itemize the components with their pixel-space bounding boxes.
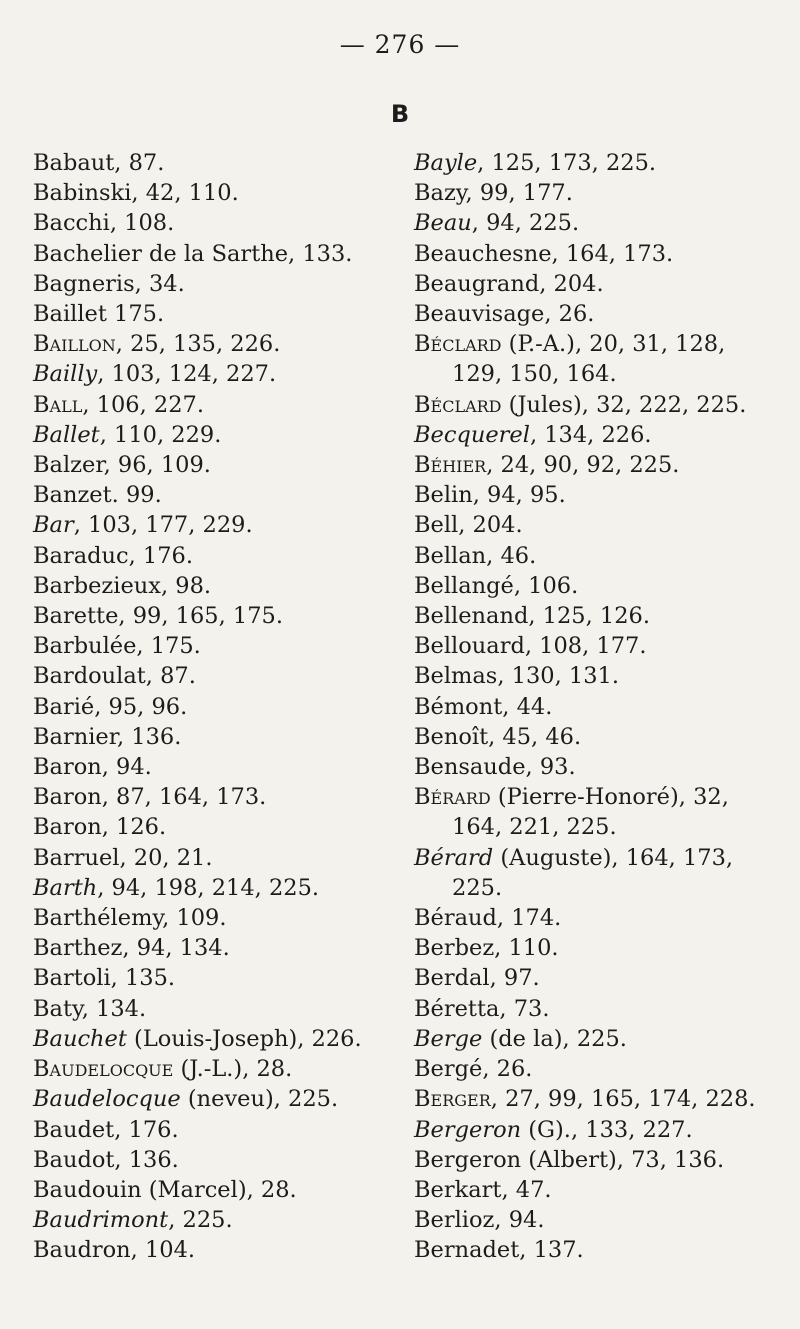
entry-text: Bartoli, 135. <box>33 965 176 992</box>
entry-text: , 106, 227. <box>82 391 204 418</box>
index-entry <box>414 933 784 963</box>
index-entry <box>33 390 393 420</box>
entry-text: Bardoulat, 87. <box>33 663 196 690</box>
index-entry <box>414 269 784 299</box>
index-entry <box>33 963 393 993</box>
index-column-right <box>414 148 784 1266</box>
index-entry <box>33 933 393 963</box>
entry-text: , 24, 90, 92, 225. <box>486 452 680 479</box>
index-entry <box>414 1084 784 1114</box>
index-entry <box>33 329 393 359</box>
entry-text: Bacchi, 108. <box>33 210 175 237</box>
entry-name: Bérard <box>414 844 494 871</box>
index-entry <box>414 420 784 450</box>
entry-text: Babinski, 42, 110. <box>33 180 239 207</box>
index-entry <box>414 1175 784 1205</box>
index-entry <box>33 1205 393 1235</box>
index-entry <box>414 1024 784 1054</box>
entry-text: , 103, 124, 227. <box>97 361 277 388</box>
index-entry <box>414 329 784 359</box>
entry-text: (Louis-Joseph), 226. <box>126 1025 362 1052</box>
entry-text: Babaut, 87. <box>33 150 165 176</box>
entry-text: Bagneris, 34. <box>33 270 185 297</box>
entry-name: Ballet <box>33 421 100 448</box>
entry-name: Ball <box>33 391 83 418</box>
index-entry <box>33 208 393 238</box>
entry-text: Barbulée, 175. <box>33 633 201 660</box>
entry-text: Barbezieux, 98. <box>33 572 212 599</box>
entry-name: Béclard <box>414 331 502 358</box>
index-entry <box>33 148 393 178</box>
index-entry <box>33 541 393 571</box>
entry-text: Belin, 94, 95. <box>414 482 566 509</box>
entry-name: Béhier <box>414 452 487 479</box>
index-entry <box>414 963 784 993</box>
entry-text: 225. <box>452 874 503 901</box>
entry-text: Berkart, 47. <box>414 1176 552 1203</box>
index-entry <box>414 1054 784 1084</box>
entry-text: Béretta, 73. <box>414 995 550 1022</box>
index-entry <box>414 239 784 269</box>
index-entry <box>414 661 784 691</box>
index-entry <box>414 722 784 752</box>
index-entry <box>33 571 393 601</box>
index-entry <box>414 1145 784 1175</box>
entry-name: Bergeron <box>414 1116 522 1143</box>
entry-text: , 27, 99, 165, 174, 228. <box>490 1086 756 1113</box>
index-entry <box>33 1115 393 1145</box>
entry-name: Baudelocque <box>33 1056 174 1083</box>
entry-text: Balzer, 96, 109. <box>33 452 211 479</box>
entry-text: Baron, 87, 164, 173. <box>33 784 267 811</box>
section-letter: B <box>390 100 410 128</box>
index-entry <box>33 450 393 480</box>
entry-text: Baudet, 176. <box>33 1116 179 1143</box>
index-entry <box>414 782 784 812</box>
entry-text: Benoît, 45, 46. <box>414 723 582 750</box>
entry-name: Béclard <box>414 391 502 418</box>
index-entry-continuation <box>414 873 784 903</box>
entry-text: Beauchesne, 164, 173. <box>414 240 674 267</box>
index-entry <box>33 1145 393 1175</box>
index-entry <box>414 148 784 178</box>
index-entry <box>33 994 393 1024</box>
entry-text: Bensaude, 93. <box>414 754 576 781</box>
index-entry <box>414 571 784 601</box>
entry-text: Beaugrand, 204. <box>414 270 604 297</box>
entry-text: Berdal, 97. <box>414 965 540 992</box>
index-entry <box>33 661 393 691</box>
index-entry <box>33 178 393 208</box>
entry-text: Baillet 175. <box>33 301 165 328</box>
index-entry <box>33 420 393 450</box>
index-entry <box>414 390 784 420</box>
entry-text: Baudron, 104. <box>33 1237 196 1264</box>
entry-text: Bergé, 26. <box>414 1056 533 1083</box>
index-entry <box>33 1054 393 1084</box>
index-entry <box>33 843 393 873</box>
entry-text: , 134, 226. <box>529 421 652 448</box>
entry-text: 129, 150, 164. <box>452 361 617 388</box>
entry-text: Bell, 204. <box>414 512 523 539</box>
entry-text: Baudouin (Marcel), 28. <box>33 1176 297 1203</box>
index-entry-continuation <box>414 359 784 389</box>
entry-text: Barthez, 94, 134. <box>33 935 230 962</box>
index-column-left <box>33 148 393 1266</box>
entry-text: Barié, 95, 96. <box>33 693 188 720</box>
index-entry-continuation <box>414 812 784 842</box>
entry-text: (de la), 225. <box>482 1025 627 1052</box>
entry-text: Bachelier de la Sarthe, 133. <box>33 240 353 267</box>
entry-text: , 125, 173, 225. <box>477 150 657 176</box>
index-entry <box>414 208 784 238</box>
entry-text: (J.-L.), 28. <box>173 1056 293 1083</box>
entry-text: Bellenand, 125, 126. <box>414 603 651 630</box>
entry-name: Bar <box>33 512 74 539</box>
index-entry <box>414 601 784 631</box>
entry-text: , 25, 135, 226. <box>115 331 281 358</box>
page-number: — 276 — <box>339 30 461 59</box>
index-entry <box>33 510 393 540</box>
index-entry <box>33 239 393 269</box>
index-entry <box>33 1175 393 1205</box>
entry-text: (neveu), 225. <box>180 1086 339 1113</box>
entry-text: , 103, 177, 229. <box>73 512 253 539</box>
index-entry <box>33 601 393 631</box>
entry-text: Berlioz, 94. <box>414 1207 545 1234</box>
entry-text: Baty, 134. <box>33 995 147 1022</box>
entry-text: , 225. <box>168 1207 233 1234</box>
entry-text: Bémont, 44. <box>414 693 553 720</box>
entry-name: Baillon <box>33 331 116 358</box>
entry-text: Barette, 99, 165, 175. <box>33 603 284 630</box>
index-entry <box>414 994 784 1024</box>
entry-text: , 94, 198, 214, 225. <box>97 874 320 901</box>
entry-text: Bellouard, 108, 177. <box>414 633 647 660</box>
entry-text: Bergeron (Albert), 73, 136. <box>414 1146 725 1173</box>
index-entry <box>33 1024 393 1054</box>
entry-name: Bayle <box>414 150 478 176</box>
entry-text: , 94, 225. <box>471 210 580 237</box>
entry-name: Barth <box>33 874 98 901</box>
entry-name: Bérard <box>414 784 491 811</box>
entry-name: Baudelocque <box>33 1086 181 1113</box>
entry-text: , 110, 229. <box>99 421 222 448</box>
entry-text: Banzet. 99. <box>33 482 162 509</box>
index-entry <box>414 692 784 722</box>
entry-text: (Jules), 32, 222, 225. <box>501 391 747 418</box>
index-entry <box>33 299 393 329</box>
entry-name: Bailly <box>33 361 98 388</box>
index-entry <box>33 692 393 722</box>
index-entry <box>414 541 784 571</box>
entry-text: Baudot, 136. <box>33 1146 179 1173</box>
entry-text: Béraud, 174. <box>414 905 562 932</box>
index-entry <box>33 812 393 842</box>
index-entry <box>33 631 393 661</box>
entry-text: Barthélemy, 109. <box>33 905 227 932</box>
entry-text: Belmas, 130, 131. <box>414 663 619 690</box>
index-entry <box>414 903 784 933</box>
entry-name: Berger <box>414 1086 491 1113</box>
entry-text: Barruel, 20, 21. <box>33 844 213 871</box>
entry-text: (P.-A.), 20, 31, 128, <box>501 331 726 358</box>
index-entry <box>33 903 393 933</box>
index-entry <box>33 359 393 389</box>
entry-text: Baron, 94. <box>33 754 152 781</box>
entry-name: Berge <box>414 1025 483 1052</box>
entry-name: Beau <box>414 210 472 237</box>
index-entry <box>33 1084 393 1114</box>
index-entry <box>414 480 784 510</box>
index-entry <box>414 1205 784 1235</box>
index-entry <box>33 269 393 299</box>
index-entry <box>414 843 784 873</box>
entry-text: Baron, 126. <box>33 814 167 841</box>
entry-text: Barnier, 136. <box>33 723 182 750</box>
entry-name: Bauchet <box>33 1025 127 1052</box>
index-entry <box>414 1235 784 1265</box>
index-entry <box>414 631 784 661</box>
entry-text: Bellan, 46. <box>414 542 537 569</box>
index-entry <box>414 510 784 540</box>
entry-text: Bernadet, 137. <box>414 1237 584 1264</box>
index-entry <box>33 1235 393 1265</box>
entry-text: Beauvisage, 26. <box>414 301 595 328</box>
entry-text: (G)., 133, 227. <box>521 1116 693 1143</box>
index-entry <box>33 722 393 752</box>
entry-text: (Auguste), 164, 173, <box>493 844 734 871</box>
index-entry <box>414 752 784 782</box>
entry-text: Bazy, 99, 177. <box>414 180 573 207</box>
entry-name: Becquerel <box>414 421 530 448</box>
entry-text: Baraduc, 176. <box>33 542 194 569</box>
entry-name: Baudrimont <box>33 1207 169 1234</box>
entry-text: (Pierre-Honoré), 32, <box>490 784 729 811</box>
entry-text: Bellangé, 106. <box>414 572 579 599</box>
index-entry <box>33 480 393 510</box>
index-entry <box>414 1115 784 1145</box>
entry-text: 164, 221, 225. <box>452 814 617 841</box>
index-entry <box>33 873 393 903</box>
index-entry <box>414 450 784 480</box>
index-entry <box>414 299 784 329</box>
entry-text: Berbez, 110. <box>414 935 559 962</box>
index-entry <box>33 782 393 812</box>
index-entry <box>33 752 393 782</box>
index-entry <box>414 178 784 208</box>
